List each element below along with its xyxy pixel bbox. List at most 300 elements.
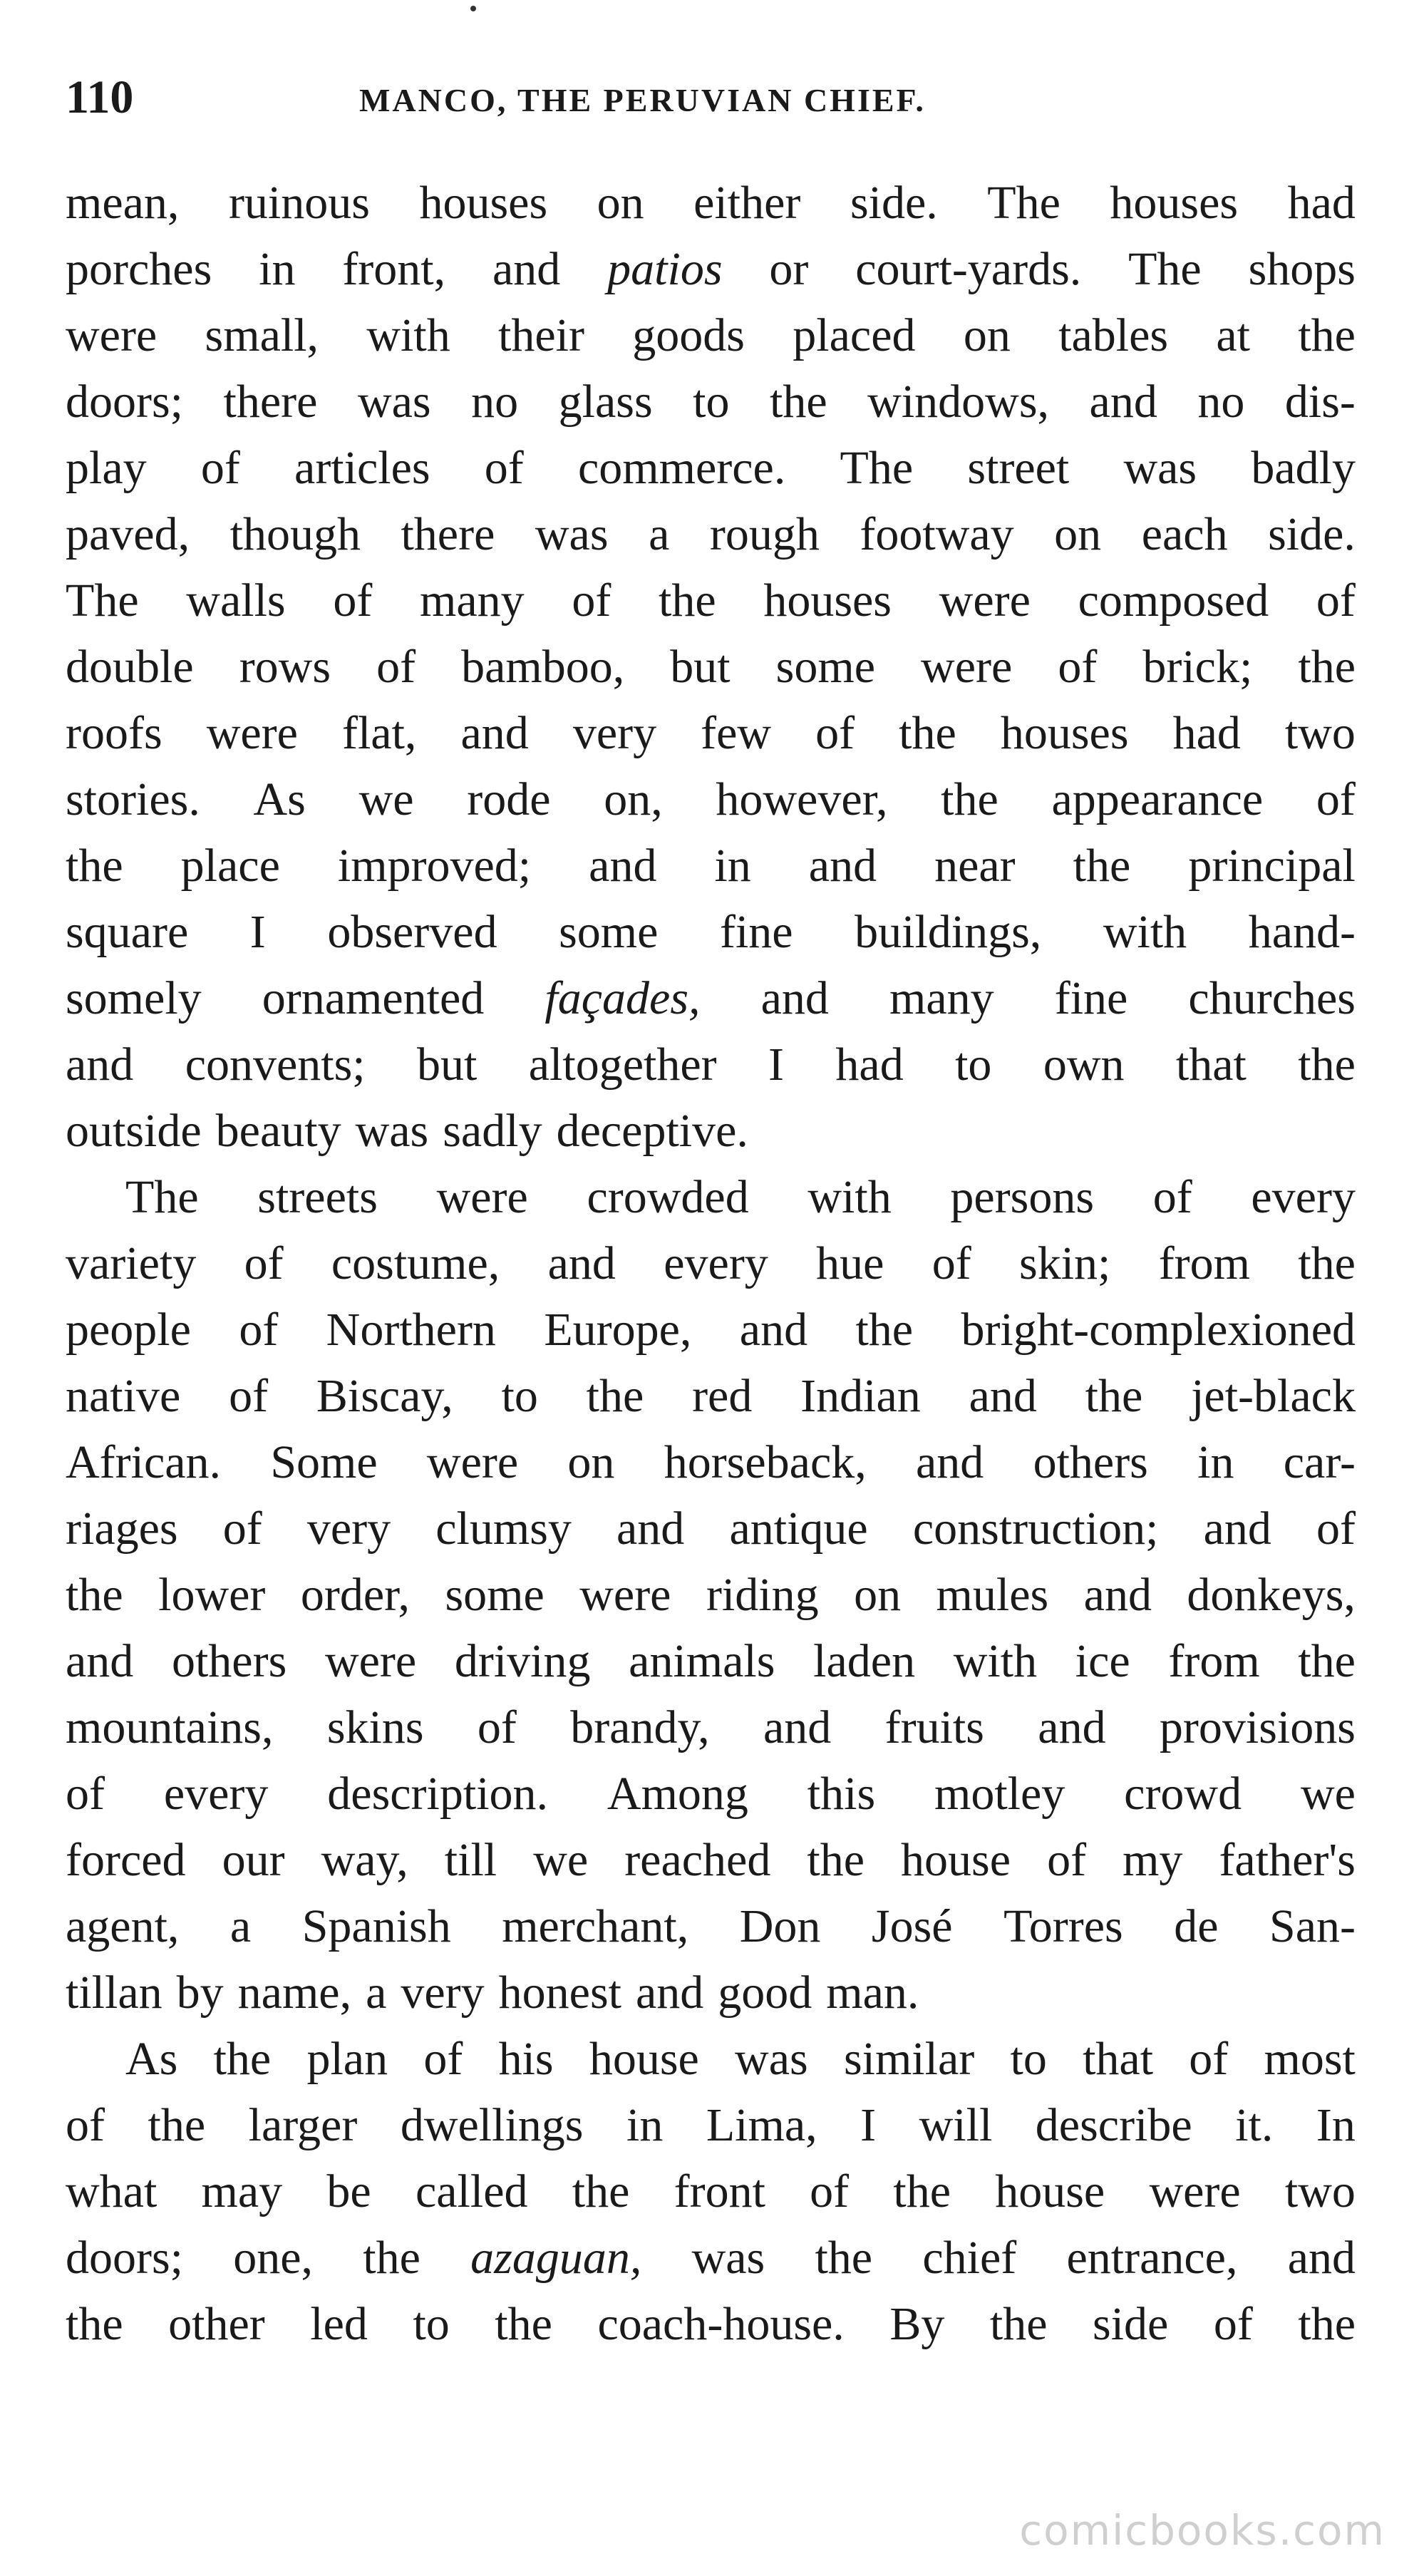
word: ruinous	[228, 177, 370, 229]
word: side	[1093, 2298, 1169, 2350]
page-number: 110	[66, 71, 134, 123]
word: fine	[1054, 972, 1128, 1024]
word: were	[1149, 2165, 1241, 2217]
word: of	[815, 707, 855, 759]
word: car-	[1283, 1436, 1356, 1488]
word: By	[889, 2298, 945, 2350]
word: describe	[1035, 2099, 1192, 2151]
word: one,	[233, 2232, 314, 2284]
word: my	[1123, 1834, 1183, 1886]
word: and	[460, 707, 529, 759]
word: José	[871, 1900, 953, 1952]
word: of	[1152, 1171, 1192, 1223]
word: street	[967, 442, 1070, 494]
text-line	[66, 1827, 1356, 1893]
word: and	[916, 1436, 984, 1488]
word: I	[249, 906, 266, 958]
word: goods	[632, 309, 745, 361]
word: at	[1216, 309, 1251, 361]
word: The	[1128, 243, 1202, 295]
text-line	[66, 766, 1356, 833]
word: mules	[936, 1569, 1049, 1621]
word: from	[1158, 1237, 1250, 1289]
word: play	[66, 442, 147, 494]
word: of	[477, 1701, 517, 1753]
word: was	[355, 1105, 429, 1157]
word: reached	[624, 1834, 771, 1886]
word: and	[739, 1304, 808, 1356]
word: double	[66, 641, 194, 693]
word: larger	[248, 2099, 358, 2151]
body-text	[66, 170, 1356, 2357]
word: rough	[709, 508, 820, 560]
word: The	[987, 177, 1060, 229]
word: or	[769, 243, 809, 295]
word: jet-black	[1191, 1370, 1356, 1422]
word: though	[229, 508, 361, 560]
word: coach-house.	[597, 2298, 845, 2350]
word: of	[376, 641, 416, 693]
word: very	[306, 1503, 391, 1555]
word: own	[1043, 1039, 1125, 1091]
word: on,	[604, 773, 663, 825]
word: glass	[558, 376, 653, 428]
text-line	[66, 236, 1356, 302]
text-line	[66, 700, 1356, 766]
word: two	[1284, 707, 1356, 759]
word: doors;	[66, 2232, 183, 2284]
word: of	[1189, 2033, 1229, 2085]
word: the	[1298, 1237, 1356, 1289]
text-line	[66, 1495, 1356, 1562]
word: patios	[607, 243, 723, 295]
word: observed	[327, 906, 497, 958]
word: appearance	[1051, 773, 1264, 825]
word: and	[1083, 1569, 1152, 1621]
text-line	[66, 2225, 1356, 2291]
word: altogether	[528, 1039, 717, 1091]
word: on	[854, 1569, 902, 1621]
word: to	[501, 1370, 538, 1422]
word: houses	[1000, 707, 1129, 759]
word: description.	[327, 1768, 549, 1820]
word: the	[893, 2165, 951, 2217]
text-line	[66, 2291, 1356, 2357]
word: the	[855, 1304, 914, 1356]
word: with	[366, 309, 450, 361]
word: called	[415, 2165, 528, 2217]
word: motley	[934, 1768, 1065, 1820]
paragraph	[66, 170, 1356, 1164]
word: were	[579, 1569, 671, 1621]
word: front,	[342, 243, 446, 295]
word: tillan	[66, 1967, 162, 2019]
word: fruits	[884, 1701, 984, 1753]
word: crowded	[587, 1171, 749, 1223]
word: was	[535, 508, 609, 560]
word: streets	[257, 1171, 378, 1223]
word: As	[253, 773, 306, 825]
word: forced	[66, 1834, 186, 1886]
word: brandy,	[570, 1701, 710, 1753]
word: of	[1316, 575, 1356, 627]
word: ornamented	[262, 972, 485, 1024]
word: doors;	[66, 376, 183, 428]
word: and	[1203, 1503, 1271, 1555]
text-line	[66, 302, 1356, 369]
text-line	[66, 2092, 1356, 2158]
text-line	[66, 1230, 1356, 1297]
text-line	[66, 369, 1356, 435]
word: a	[229, 1900, 252, 1952]
word: costume,	[331, 1237, 500, 1289]
word: Torres	[1003, 1900, 1123, 1952]
word: Don	[739, 1900, 821, 1952]
word: many	[419, 575, 525, 627]
word: Some	[270, 1436, 378, 1488]
word: the	[807, 1834, 865, 1886]
text-line	[66, 1694, 1356, 1761]
word: brick;	[1142, 641, 1253, 693]
word: very	[572, 707, 657, 759]
word: provisions	[1159, 1701, 1356, 1753]
word: others	[1033, 1436, 1148, 1488]
word: every	[664, 1237, 768, 1289]
word: the	[572, 2165, 630, 2217]
text-line	[66, 965, 1356, 1031]
text-line	[66, 1761, 1356, 1827]
word: but	[670, 641, 731, 693]
word: paved,	[66, 508, 190, 560]
word: in	[1197, 1436, 1234, 1488]
word: in	[714, 840, 751, 892]
word: articles	[294, 442, 430, 494]
word: I	[860, 2099, 877, 2151]
word: to	[1010, 2033, 1047, 2085]
word: The	[66, 575, 139, 627]
word: flat,	[341, 707, 417, 759]
word: and	[492, 243, 561, 295]
word: no	[1197, 376, 1245, 428]
word: house	[901, 1834, 1011, 1886]
word: driving	[454, 1635, 591, 1687]
word: and	[547, 1237, 616, 1289]
word: entrance,	[1066, 2232, 1238, 2284]
word: Northern	[326, 1304, 496, 1356]
word: side.	[850, 177, 938, 229]
word: with	[953, 1635, 1038, 1687]
word: house	[995, 2165, 1105, 2217]
text-line	[66, 2026, 1356, 2092]
word: the	[213, 2033, 272, 2085]
word: man.	[826, 1967, 919, 2019]
word: court-yards.	[855, 243, 1082, 295]
word: and	[808, 840, 877, 892]
word: by	[176, 1967, 224, 2019]
word: of	[423, 2033, 463, 2085]
word: we	[1300, 1768, 1356, 1820]
word: was	[691, 2232, 765, 2284]
word: African.	[66, 1436, 222, 1488]
word: on	[963, 309, 1011, 361]
word: the	[989, 2298, 1048, 2350]
word: in	[626, 2099, 664, 2151]
word: of	[333, 575, 373, 627]
word: the	[586, 1370, 644, 1422]
word: As	[125, 2033, 178, 2085]
word: his	[498, 2033, 554, 2085]
word: had	[835, 1039, 904, 1091]
word: houses	[419, 177, 548, 229]
word: were	[426, 1436, 519, 1488]
word: square	[66, 906, 189, 958]
word: the	[1298, 1039, 1356, 1091]
word: of	[932, 1237, 971, 1289]
word: the	[363, 2232, 420, 2284]
word: were	[921, 641, 1013, 693]
word: variety	[66, 1237, 197, 1289]
word: crowd	[1124, 1768, 1242, 1820]
watermark: comicbooks.com	[1019, 2506, 1385, 2555]
word: to	[413, 2298, 450, 2350]
word: that	[1175, 1039, 1247, 1091]
word: people	[66, 1304, 191, 1356]
word: had	[1287, 177, 1356, 229]
word: it.	[1235, 2099, 1274, 2151]
word: outside	[66, 1105, 202, 1157]
word: to	[693, 376, 730, 428]
word: no	[471, 376, 519, 428]
text-line	[66, 1562, 1356, 1628]
word: name,	[237, 1967, 352, 2019]
text-line	[66, 1959, 1356, 2026]
word: small,	[205, 309, 319, 361]
word: of	[66, 2099, 105, 2151]
word: with	[807, 1171, 892, 1223]
word: of	[484, 442, 524, 494]
word: and	[1089, 376, 1157, 428]
word: persons	[950, 1171, 1095, 1223]
word: convents;	[185, 1039, 366, 1091]
word: similar	[843, 2033, 975, 2085]
word: the	[148, 2099, 206, 2151]
word: badly	[1251, 442, 1356, 494]
text-line	[66, 1429, 1356, 1495]
word: commerce.	[577, 442, 786, 494]
text-line	[66, 899, 1356, 965]
word: were	[206, 707, 298, 759]
word: a	[366, 1967, 387, 2019]
word: Among	[607, 1768, 748, 1820]
word: the	[770, 376, 827, 428]
word: were	[66, 309, 158, 361]
word: of	[229, 1370, 269, 1422]
word: our	[222, 1834, 285, 1886]
text-line	[66, 1297, 1356, 1363]
word: I	[768, 1039, 785, 1091]
word: was	[357, 376, 431, 428]
word: windows,	[867, 376, 1050, 428]
text-line	[66, 1893, 1356, 1959]
word: footway	[860, 508, 1014, 560]
word: red	[692, 1370, 753, 1422]
word: riages	[66, 1503, 178, 1555]
word: and	[616, 1503, 685, 1555]
paragraph	[66, 1164, 1356, 2026]
word: composed	[1078, 575, 1269, 627]
word: the	[1298, 641, 1356, 693]
word: chief	[922, 2232, 1017, 2284]
word: agent,	[66, 1900, 180, 1952]
word: the	[1298, 1635, 1356, 1687]
word: and	[66, 1635, 134, 1687]
word: place	[180, 840, 280, 892]
word: The	[125, 1171, 199, 1223]
word: of	[239, 1304, 279, 1356]
word: in	[259, 243, 296, 295]
word: however,	[716, 773, 888, 825]
word: were	[436, 1171, 528, 1223]
text-line	[66, 501, 1356, 567]
ink-speck	[470, 6, 476, 11]
word: hand-	[1248, 906, 1356, 958]
word: sadly	[443, 1105, 542, 1157]
word: may	[201, 2165, 283, 2217]
word: In	[1316, 2099, 1356, 2151]
word: bright-complexioned	[961, 1304, 1356, 1356]
word: we	[533, 1834, 589, 1886]
word: the	[658, 575, 716, 627]
word: of	[1047, 1834, 1087, 1886]
word: but	[417, 1039, 478, 1091]
word: clumsy	[435, 1503, 572, 1555]
word: we	[358, 773, 414, 825]
word: on	[1054, 508, 1102, 560]
word: and	[763, 1701, 832, 1753]
word: the	[1298, 2298, 1356, 2350]
word: the	[941, 773, 998, 825]
word: on	[597, 177, 644, 229]
word: every	[163, 1768, 269, 1820]
word: were	[939, 575, 1031, 627]
word: led	[310, 2298, 368, 2350]
word: some	[445, 1569, 545, 1621]
word: the	[1298, 309, 1356, 361]
word: of	[200, 442, 240, 494]
word: skin;	[1019, 1237, 1111, 1289]
word: deceptive.	[556, 1105, 748, 1157]
word: Europe,	[544, 1304, 692, 1356]
word: front	[674, 2165, 765, 2217]
word: construction;	[912, 1503, 1159, 1555]
word: rows	[239, 641, 331, 693]
word: roofs	[66, 707, 162, 759]
word: Biscay,	[316, 1370, 453, 1422]
word: the	[815, 2232, 873, 2284]
text-line	[66, 1164, 1356, 1230]
word: The	[840, 442, 914, 494]
word: churches	[1188, 972, 1356, 1024]
word: this	[807, 1768, 876, 1820]
word: very	[401, 1967, 485, 2019]
word: hue	[816, 1237, 884, 1289]
text-line	[66, 2158, 1356, 2225]
word: mountains,	[66, 1701, 274, 1753]
word: horseback,	[664, 1436, 867, 1488]
word: improved;	[337, 840, 532, 892]
word: was	[1123, 442, 1197, 494]
word: many	[889, 972, 994, 1024]
text-line	[66, 634, 1356, 700]
word: of	[1058, 641, 1098, 693]
word: of	[66, 1768, 105, 1820]
word: their	[498, 309, 584, 361]
word: stories.	[66, 773, 200, 825]
word: shops	[1248, 243, 1356, 295]
page-header	[66, 66, 1356, 130]
word: the	[899, 707, 956, 759]
word: there	[401, 508, 495, 560]
word: the	[1073, 840, 1131, 892]
word: skins	[326, 1701, 424, 1753]
word: on	[567, 1436, 615, 1488]
word: tables	[1058, 309, 1169, 361]
word: were	[324, 1635, 417, 1687]
word: had	[1172, 707, 1241, 759]
word: and	[66, 1039, 134, 1091]
word: of	[1316, 1503, 1356, 1555]
word: beauty	[215, 1105, 341, 1157]
word: other	[168, 2298, 265, 2350]
word: buildings,	[855, 906, 1042, 958]
word: Indian	[800, 1370, 921, 1422]
word: riding	[706, 1569, 819, 1621]
word: San-	[1269, 1900, 1356, 1952]
word: order,	[300, 1569, 410, 1621]
word: and	[589, 840, 657, 892]
word: a	[649, 508, 670, 560]
word: placed	[793, 309, 916, 361]
word: of	[1213, 2298, 1253, 2350]
text-line	[66, 1031, 1356, 1098]
word: of	[810, 2165, 850, 2217]
word: merchant,	[502, 1900, 689, 1952]
word: till	[444, 1834, 497, 1886]
text-line	[66, 1363, 1356, 1429]
word: native	[66, 1370, 181, 1422]
text-line	[66, 435, 1356, 501]
word: rode	[467, 773, 551, 825]
word: laden	[813, 1635, 916, 1687]
word: Lima,	[706, 2099, 817, 2151]
word: was	[735, 2033, 808, 2085]
word: will	[919, 2099, 993, 2151]
word: near	[934, 840, 1016, 892]
word: be	[326, 2165, 371, 2217]
word: houses	[763, 575, 892, 627]
word: principal	[1188, 840, 1356, 892]
word: good	[718, 1967, 812, 2019]
word: and	[636, 1967, 704, 2019]
word: to	[955, 1039, 992, 1091]
word: father's	[1219, 1834, 1356, 1886]
word: way,	[321, 1834, 408, 1886]
word: that	[1083, 2033, 1154, 2085]
word: and	[969, 1370, 1037, 1422]
word: side.	[1268, 508, 1356, 560]
text-line	[66, 567, 1356, 634]
word: from	[1168, 1635, 1260, 1687]
